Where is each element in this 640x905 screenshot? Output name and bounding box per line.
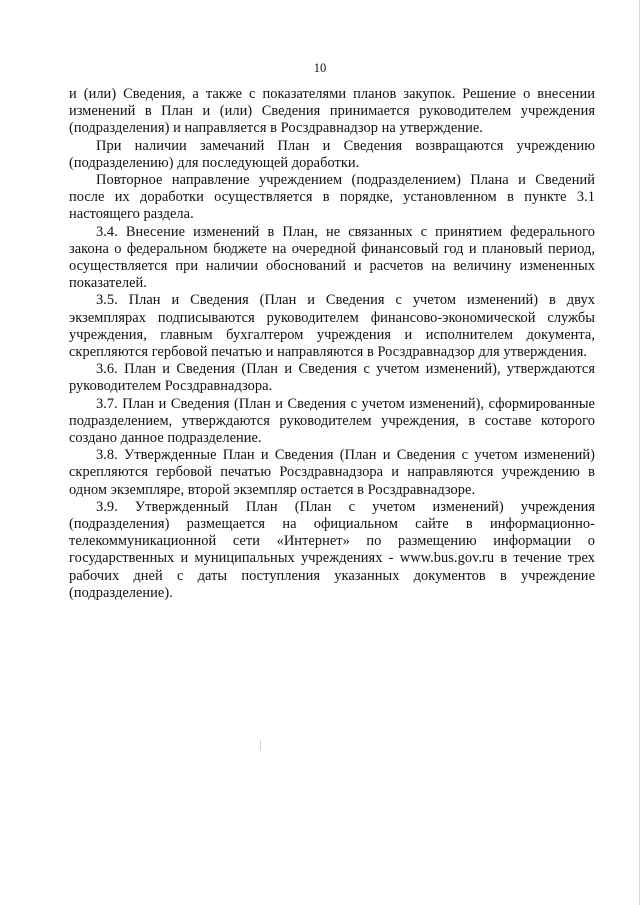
paragraph-3-5: 3.5. План и Сведения (План и Сведения с учетом изменений) в двух экземплярах подписываются руководителем финансово-экономической службы учреждения, главным бухгалтером учреждения и исполнителем документа, скрепляются гербовой печатью и направляются в Росздравнадзор для утверждения. [69, 292, 595, 361]
paragraph-resubmission: Повторное направление учреждением (подразделением) Плана и Сведений после их доработки осуществляется в порядке, установленном в пункте 3.1 настоящего раздела. [69, 172, 595, 223]
paragraph-3-8: 3.8. Утвержденные План и Сведения (План и Сведения с учетом изменений) скрепляются гербовой печатью Росздравнадзора и направляются учреждению в одном экземпляре, второй экземпляр остается в Росздравнадзоре. [69, 447, 595, 498]
paragraph-continuation: и (или) Сведения, а также с показателями планов закупок. Решение о внесении изменений в План и (или) Сведения принимается руководителем учреждения (подразделения) и направляется в Росздравнадзор на утверждение. [69, 86, 595, 137]
document-body [69, 86, 595, 602]
page-number: 10 [313, 61, 327, 75]
paragraph-3-6: 3.6. План и Сведения (План и Сведения с учетом изменений), утверждаются руководителем Росздравнадзора. [69, 361, 595, 395]
paragraph-remarks-return: При наличии замечаний План и Сведения возвращаются учреждению (подразделению) для последующей доработки. [69, 137, 595, 171]
paragraph-3-7: 3.7. План и Сведения (План и Сведения с учетом изменений), сформированные подразделением, утверждаются руководителем учреждения, в составе которого создано данное подразделение. [69, 395, 595, 447]
scan-speck [260, 740, 261, 750]
paragraph-3-9: 3.9. Утвержденный План (План с учетом изменений) учреждения (подразделения) размещается на официальном сайте в информационно-телекоммуникационной сети «Интернет» по размещению информации о государственных и муниципальных учреждениях - www.bus.gov.ru в течение трех рабочих дней с даты поступления указанных документов в учреждение (подразделение). [69, 498, 595, 601]
paragraph-3-4: 3.4. Внесение изменений в План, не связанных с принятием федерального закона о федеральном бюджете на очередной финансовый год и плановый период, осуществляется при наличии обоснований и расчетов на величину измененных показателей. [69, 223, 595, 292]
